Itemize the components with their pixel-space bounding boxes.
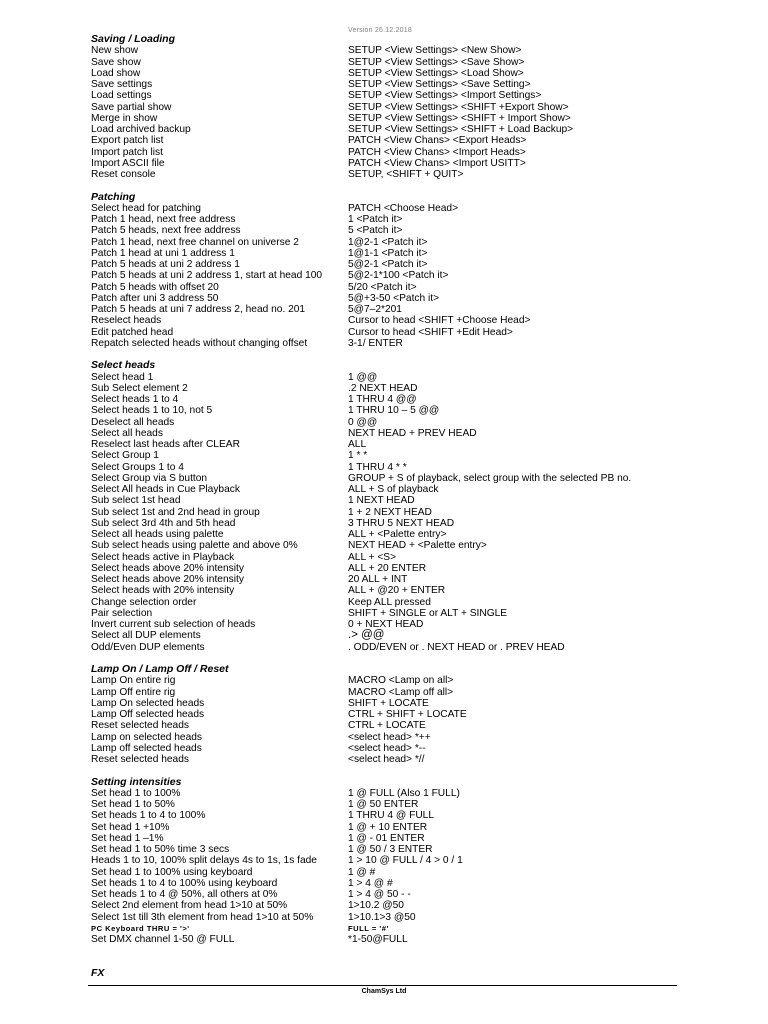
action-description: Patch 1 head, next free channel on universe 2 (91, 236, 299, 248)
action-description: Reselect last heads after CLEAR (91, 439, 240, 450)
key-sequence: 1 > 4 @ # (348, 877, 393, 889)
key-sequence: SETUP <View Settings> <Load Show> (348, 67, 524, 79)
action-description: Export patch list (91, 135, 164, 147)
key-sequence: . ODD/EVEN or . NEXT HEAD or . PREV HEAD (348, 641, 565, 653)
shortcut-row (91, 709, 691, 720)
action-description: Repatch selected heads without changing offset (91, 337, 308, 349)
shortcut-row (91, 855, 691, 866)
shortcut-row (91, 529, 691, 540)
shortcut-row (91, 57, 691, 68)
action-description: Select heads above 20% intensity (91, 562, 244, 574)
shortcut-row (91, 518, 691, 529)
action-description: Sub select heads using palette and above 0% (91, 540, 298, 552)
key-sequence: ALL + @20 + ENTER (348, 585, 446, 597)
section-title: Saving / Loading (91, 33, 176, 45)
shortcut-row (91, 507, 691, 518)
action-description: Select 2nd element from head 1>10 at 50% (91, 900, 288, 912)
action-description: Odd/Even DUP elements (91, 641, 205, 653)
shortcut-row (91, 675, 691, 686)
key-sequence: 1 @@ (348, 371, 378, 383)
shortcut-row (91, 833, 691, 844)
shortcut-row (91, 822, 691, 833)
key-sequence: 20 ALL + INT (348, 574, 408, 585)
action-description: Save settings (91, 79, 153, 90)
shortcut-row (91, 754, 691, 765)
section-title: Patching (91, 190, 136, 203)
action-description: Patch 5 heads at uni 2 address 1, start at head 100 (91, 270, 323, 282)
key-sequence: 3 THRU 5 NEXT HEAD (348, 517, 455, 529)
key-sequence: ALL + <S> (348, 551, 397, 563)
action-description: Lamp Off entire rig (91, 686, 176, 698)
key-sequence: Cursor to head <SHIFT +Choose Head> (348, 315, 531, 327)
key-sequence: SETUP, <SHIFT + QUIT> (348, 169, 464, 180)
shortcut-row (91, 608, 691, 619)
shortcut-row (91, 203, 691, 214)
action-description: Lamp on selected heads (91, 731, 203, 743)
action-description: Select heads 1 to 4 (91, 394, 179, 405)
key-sequence: PATCH <View Chans> <Import Heads> (348, 146, 526, 158)
action-description: Merge in show (91, 112, 158, 124)
key-sequence: ALL + 20 ENTER (348, 562, 427, 574)
key-sequence: 1 @ 50 ENTER (348, 799, 419, 810)
shortcut-row (91, 450, 691, 461)
shortcut-row (91, 698, 691, 709)
shortcut-row (91, 338, 691, 349)
key-sequence: PATCH <View Chans> <Import USITT> (348, 157, 526, 169)
action-description: Load show (91, 67, 141, 79)
action-description: Sub select 1st head (91, 495, 181, 507)
key-sequence: SETUP <View Settings> <SHIFT + Load Backup> (348, 124, 574, 135)
key-sequence: .2 NEXT HEAD (348, 382, 418, 394)
shortcut-row (91, 439, 691, 450)
action-description: Invert current sub selection of heads (91, 619, 256, 630)
action-description: Select Group via S button (91, 472, 208, 484)
shortcut-row (91, 844, 691, 855)
shortcut-row (91, 484, 691, 495)
footer-company: ChamSys Ltd (361, 988, 407, 995)
key-sequence: 5/20 <Patch it> (348, 281, 417, 293)
key-sequence: 1 @ FULL (Also 1 FULL) (348, 787, 460, 799)
shortcut-row (91, 473, 691, 484)
action-description: Import patch list (91, 146, 163, 158)
action-description: New show (91, 45, 138, 57)
key-sequence: ALL + <Palette entry> (348, 529, 447, 540)
shortcut-row (91, 147, 691, 158)
key-sequence: NEXT HEAD + PREV HEAD (348, 427, 477, 439)
shortcut-row (91, 934, 691, 945)
key-sequence: <select head> *++ (348, 731, 431, 743)
shortcut-row (91, 900, 691, 911)
shortcut-row (91, 259, 691, 270)
shortcut-row (91, 810, 691, 821)
action-description: Set head 1 to 50% time 3 secs (91, 844, 230, 855)
key-sequence: 5 <Patch it> (348, 225, 403, 237)
section (91, 664, 691, 765)
shortcut-row (91, 585, 691, 596)
key-sequence: *1-50@FULL (348, 934, 408, 945)
section-title: Setting intensities (91, 775, 182, 788)
shortcut-row (91, 169, 691, 180)
shortcut-row (91, 315, 691, 326)
key-sequence: 1 <Patch it> (348, 214, 403, 225)
shortcut-row (91, 878, 691, 889)
key-sequence: PATCH <View Chans> <Export Heads> (348, 135, 527, 147)
action-description: Patch 1 head, next free address (91, 214, 236, 225)
action-description: Select Group 1 (91, 450, 159, 462)
key-sequence: 0 @@ (348, 416, 378, 428)
key-sequence: 1>10.2 @50 (348, 900, 404, 912)
key-sequence: 1 > 10 @ FULL / 4 > 0 / 1 (348, 855, 463, 867)
shortcut-row (91, 68, 691, 79)
key-sequence: CTRL + SHIFT + LOCATE (348, 709, 467, 720)
action-description: Select heads active in Playback (91, 551, 235, 563)
key-sequence: PATCH <Choose Head> (348, 202, 459, 214)
key-sequence: 1 NEXT HEAD (348, 495, 415, 507)
section-title-fx: FX (91, 967, 105, 979)
shortcut-row (91, 889, 691, 900)
shortcut-row (91, 102, 691, 113)
action-description: Change selection order (91, 596, 197, 608)
action-description: Import ASCII file (91, 157, 165, 169)
key-sequence: 1>10.1>3 @50 (348, 911, 416, 923)
shortcut-row (91, 135, 691, 146)
key-sequence: SETUP <View Settings> <Import Settings> (348, 90, 542, 102)
key-sequence: Keep ALL pressed (348, 596, 431, 608)
action-description: Set heads 1 to 4 to 100% using keyboard (91, 877, 278, 889)
action-description: Sub select 3rd 4th and 5th head (91, 517, 236, 529)
section (91, 34, 691, 180)
key-sequence: SETUP <View Settings> <Save Show> (348, 56, 525, 68)
action-description: Sub Select element 2 (91, 382, 188, 394)
action-description: Reset selected heads (91, 754, 189, 765)
shortcut-row (91, 327, 691, 338)
key-sequence: 1 @ 50 / 3 ENTER (348, 844, 433, 855)
action-description: Set head 1 +10% (91, 821, 170, 833)
key-sequence: SETUP <View Settings> <SHIFT + Import Show> (348, 112, 571, 124)
key-sequence: 1 * * (348, 450, 368, 462)
action-description: PC Keyboard THRU = '>' (91, 923, 190, 933)
action-description: Heads 1 to 10, 100% split delays 4s to 1s, 1s fade (91, 855, 317, 867)
shortcut-row (91, 214, 691, 225)
action-description: Select heads above 20% intensity (91, 574, 244, 585)
key-sequence: ALL (348, 439, 367, 450)
action-description: Save show (91, 56, 141, 68)
action-description: Reset console (91, 169, 156, 180)
key-sequence: 0 + NEXT HEAD (348, 619, 424, 630)
action-description: Pair selection (91, 607, 153, 619)
action-description: Patch 5 heads at uni 2 address 1 (91, 259, 240, 270)
key-sequence: 1 THRU 4 @ FULL (348, 810, 435, 822)
shortcut-row (91, 45, 691, 56)
action-description: Reselect heads (91, 315, 162, 327)
key-sequence: ALL + S of playback (348, 484, 439, 495)
action-description: Lamp Off selected heads (91, 709, 205, 720)
version-label: Version 26.12.2018 (348, 27, 412, 34)
shortcut-row (91, 225, 691, 236)
shortcut-row (91, 743, 691, 754)
key-sequence: CTRL + LOCATE (348, 720, 426, 732)
section-gap (91, 765, 691, 776)
action-description: Load settings (91, 90, 152, 102)
action-description: Set head 1 to 100% using keyboard (91, 866, 253, 878)
key-sequence: 5@+3-50 <Patch it> (348, 292, 440, 304)
key-sequence: 1 THRU 4 @@ (348, 394, 417, 405)
action-description: Patch 5 heads, next free address (91, 225, 241, 237)
section (91, 777, 691, 946)
shortcut-row (91, 732, 691, 743)
shortcut-row (91, 405, 691, 416)
shortcut-row (91, 630, 691, 641)
section-title: Lamp On / Lamp Off / Reset (91, 663, 229, 675)
shortcut-row (91, 383, 691, 394)
action-description: Set head 1 to 100% (91, 787, 181, 799)
action-description: Patch 5 heads with offset 20 (91, 281, 219, 293)
shortcut-row (91, 574, 691, 585)
shortcut-row (91, 462, 691, 473)
key-sequence: 1 @ - 01 ENTER (348, 832, 425, 844)
shortcut-row (91, 428, 691, 439)
shortcut-row (91, 372, 691, 383)
section-gap (91, 180, 691, 191)
key-sequence: 1 + 2 NEXT HEAD (348, 506, 432, 518)
section-title: Select heads (91, 359, 156, 372)
action-description: Set DMX channel 1-50 @ FULL (91, 934, 235, 945)
shortcut-row (91, 867, 691, 878)
shortcut-row (91, 113, 691, 124)
shortcut-row (91, 90, 691, 101)
key-sequence: 1 THRU 10 – 5 @@ (348, 405, 440, 417)
key-sequence: SETUP <View Settings> <New Show> (348, 45, 522, 57)
shortcut-row (91, 788, 691, 799)
action-description: Patch after uni 3 address 50 (91, 292, 219, 304)
action-description: Deselect all heads (91, 416, 175, 428)
shortcut-row (91, 282, 691, 293)
key-sequence: 1 THRU 4 * * (348, 461, 407, 473)
action-description: Select all DUP elements (91, 630, 201, 642)
action-description: Patch 5 heads at uni 7 address 2, head no. 201 (91, 304, 306, 315)
action-description: Patch 1 head at uni 1 address 1 (91, 247, 235, 259)
key-sequence: SHIFT + LOCATE (348, 697, 429, 709)
action-description: Set head 1 to 50% (91, 799, 175, 810)
key-sequence: SETUP <View Settings> <Save Setting> (348, 79, 531, 90)
action-description: Sub select 1st and 2nd head in group (91, 506, 260, 518)
key-sequence: SHIFT + SINGLE or ALT + SINGLE (348, 607, 508, 619)
shortcut-row (91, 124, 691, 135)
key-sequence: SETUP <View Settings> <SHIFT +Export Show> (348, 101, 569, 113)
action-description: Edit patched head (91, 326, 174, 338)
key-sequence: FULL = '#' (348, 923, 389, 933)
action-description: Set head 1 –1% (91, 832, 164, 844)
key-sequence: 1 @ + 10 ENTER (348, 821, 428, 833)
key-sequence: 1 @ # (348, 866, 376, 878)
action-description: Select head 1 (91, 371, 154, 383)
action-description: Select heads with 20% intensity (91, 585, 235, 597)
shortcut-row (91, 495, 691, 506)
shortcut-row (91, 923, 691, 934)
shortcut-row (91, 417, 691, 428)
key-sequence: MACRO <Lamp on all> (348, 675, 454, 687)
shortcut-row (91, 158, 691, 169)
shortcut-row (91, 720, 691, 731)
action-description: Select Groups 1 to 4 (91, 461, 184, 473)
action-description: Load archived backup (91, 124, 191, 135)
section (91, 360, 691, 653)
key-sequence: NEXT HEAD + <Palette entry> (348, 540, 487, 552)
action-description: Lamp off selected heads (91, 742, 202, 754)
section (91, 192, 691, 350)
key-sequence: GROUP + S of playback, select group with the selected PB no. (348, 472, 632, 484)
key-sequence: 5@7–2*201 (348, 304, 402, 315)
footer-divider (88, 985, 677, 986)
shortcut-sections (91, 34, 691, 945)
key-sequence: 5@2-1 <Patch it> (348, 259, 428, 270)
key-sequence: MACRO <Lamp off all> (348, 686, 454, 698)
action-description: Lamp On selected heads (91, 697, 205, 709)
shortcut-row (91, 597, 691, 608)
section-gap (91, 349, 691, 360)
key-sequence: <select head> *// (348, 754, 425, 765)
shortcut-row (91, 304, 691, 315)
shortcut-row (91, 237, 691, 248)
shortcut-row (91, 912, 691, 923)
action-description: Lamp On entire rig (91, 675, 176, 687)
key-sequence: 3-1/ ENTER (348, 337, 403, 349)
key-sequence: .> @@ (348, 629, 385, 642)
shortcut-row (91, 687, 691, 698)
shortcut-row (91, 799, 691, 810)
key-sequence: 1@2-1 <Patch it> (348, 236, 428, 248)
action-description: Reset selected heads (91, 720, 189, 732)
key-sequence: 5@2-1*100 <Patch it> (348, 270, 449, 282)
key-sequence: 1 > 4 @ 50 - - (348, 889, 411, 900)
shortcut-row (91, 79, 691, 90)
shortcut-row (91, 270, 691, 281)
action-description: Select all heads using palette (91, 529, 224, 540)
action-description: Set heads 1 to 4 to 100% (91, 810, 206, 822)
action-description: Select all heads (91, 427, 163, 439)
shortcut-row (91, 540, 691, 551)
action-description: Select All heads in Cue Playback (91, 484, 240, 495)
action-description: Select heads 1 to 10, not 5 (91, 405, 213, 417)
shortcut-row (91, 552, 691, 563)
shortcut-row (91, 642, 691, 653)
shortcut-row (91, 394, 691, 405)
shortcut-row (91, 248, 691, 259)
action-description: Set heads 1 to 4 @ 50%, all others at 0% (91, 889, 278, 900)
action-description: Select 1st till 3th element from head 1>10 at 50% (91, 911, 314, 923)
action-description: Save partial show (91, 101, 172, 113)
shortcut-row (91, 563, 691, 574)
shortcut-row (91, 619, 691, 630)
action-description: Select head for patching (91, 202, 201, 214)
key-sequence: 1@1-1 <Patch it> (348, 247, 428, 259)
key-sequence: <select head> *-- (348, 742, 426, 754)
shortcut-row (91, 293, 691, 304)
key-sequence: Cursor to head <SHIFT +Edit Head> (348, 326, 513, 338)
